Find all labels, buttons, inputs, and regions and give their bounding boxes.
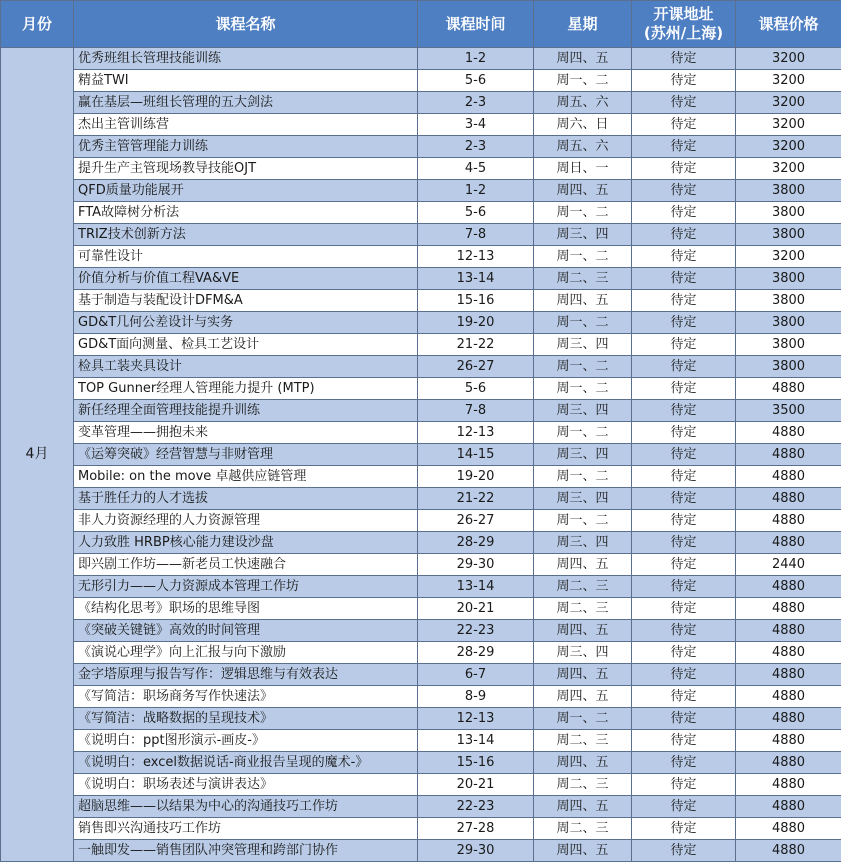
weekday-cell: 周一、二 xyxy=(534,70,632,92)
location-cell: 待定 xyxy=(632,224,736,246)
course-time-cell: 12-13 xyxy=(418,246,534,268)
location-cell: 待定 xyxy=(632,70,736,92)
price-cell: 3200 xyxy=(736,158,841,180)
price-cell: 4880 xyxy=(736,642,841,664)
table-row xyxy=(1,598,841,620)
course-name-cell: 优秀主管管理能力训练 xyxy=(74,136,418,158)
location-cell: 待定 xyxy=(632,576,736,598)
location-cell: 待定 xyxy=(632,642,736,664)
weekday-cell: 周四、五 xyxy=(534,620,632,642)
header-course-name: 课程名称 xyxy=(74,1,418,48)
table-row xyxy=(1,334,841,356)
weekday-cell: 周一、二 xyxy=(534,246,632,268)
location-cell: 待定 xyxy=(632,444,736,466)
course-name-cell: 提升生产主管现场教导技能OJT xyxy=(74,158,418,180)
course-time-cell: 22-23 xyxy=(418,620,534,642)
table-row xyxy=(1,620,841,642)
header-month: 月份 xyxy=(1,1,74,48)
price-cell: 3200 xyxy=(736,92,841,114)
price-cell: 4880 xyxy=(736,466,841,488)
weekday-cell: 周一、二 xyxy=(534,510,632,532)
price-cell: 3200 xyxy=(736,246,841,268)
table-row xyxy=(1,114,841,136)
location-cell: 待定 xyxy=(632,752,736,774)
course-name-cell: GD&T面向测量、检具工艺设计 xyxy=(74,334,418,356)
price-cell: 4880 xyxy=(736,488,841,510)
table-row xyxy=(1,400,841,422)
course-time-cell: 21-22 xyxy=(418,334,534,356)
weekday-cell: 周三、四 xyxy=(534,642,632,664)
month-cell: 4月 xyxy=(1,48,74,862)
table-row xyxy=(1,70,841,92)
price-cell: 3800 xyxy=(736,334,841,356)
course-name-cell: 无形引力——人力资源成本管理工作坊 xyxy=(74,576,418,598)
table-row xyxy=(1,554,841,576)
weekday-cell: 周三、四 xyxy=(534,444,632,466)
course-time-cell: 12-13 xyxy=(418,708,534,730)
location-cell: 待定 xyxy=(632,664,736,686)
course-time-cell: 13-14 xyxy=(418,576,534,598)
location-cell: 待定 xyxy=(632,422,736,444)
header-location-line2: (苏州/上海) xyxy=(643,24,724,42)
price-cell: 4880 xyxy=(736,796,841,818)
table-row xyxy=(1,840,841,862)
location-cell: 待定 xyxy=(632,400,736,422)
course-time-cell: 1-2 xyxy=(418,180,534,202)
weekday-cell: 周四、五 xyxy=(534,752,632,774)
course-name-cell: Mobile: on the move 卓越供应链管理 xyxy=(74,466,418,488)
course-time-cell: 22-23 xyxy=(418,796,534,818)
weekday-cell: 周日、一 xyxy=(534,158,632,180)
course-name-cell: 《结构化思考》职场的思维导图 xyxy=(74,598,418,620)
course-name-cell: 销售即兴沟通技巧工作坊 xyxy=(74,818,418,840)
course-name-cell: 优秀班组长管理技能训练 xyxy=(74,48,418,70)
course-name-cell: 非人力资源经理的人力资源管理 xyxy=(74,510,418,532)
course-time-cell: 13-14 xyxy=(418,268,534,290)
table-row xyxy=(1,686,841,708)
course-time-cell: 28-29 xyxy=(418,532,534,554)
course-name-cell: 《运筹突破》经营智慧与非财管理 xyxy=(74,444,418,466)
weekday-cell: 周四、五 xyxy=(534,48,632,70)
table-row xyxy=(1,290,841,312)
course-time-cell: 4-5 xyxy=(418,158,534,180)
course-time-cell: 5-6 xyxy=(418,70,534,92)
course-name-cell: 《说明白：excel数据说话-商业报告呈现的魔术-》 xyxy=(74,752,418,774)
course-time-cell: 21-22 xyxy=(418,488,534,510)
location-cell: 待定 xyxy=(632,158,736,180)
location-cell: 待定 xyxy=(632,488,736,510)
weekday-cell: 周二、三 xyxy=(534,774,632,796)
location-cell: 待定 xyxy=(632,532,736,554)
course-time-cell: 15-16 xyxy=(418,752,534,774)
price-cell: 4880 xyxy=(736,444,841,466)
course-time-cell: 13-14 xyxy=(418,730,534,752)
table-row xyxy=(1,664,841,686)
location-cell: 待定 xyxy=(632,268,736,290)
course-name-cell: 人力致胜 HRBP核心能力建设沙盘 xyxy=(74,532,418,554)
course-time-cell: 5-6 xyxy=(418,202,534,224)
header-price: 课程价格 xyxy=(736,1,841,48)
price-cell: 4880 xyxy=(736,598,841,620)
weekday-cell: 周一、二 xyxy=(534,356,632,378)
price-cell: 4880 xyxy=(736,576,841,598)
course-name-cell: QFD质量功能展开 xyxy=(74,180,418,202)
course-time-cell: 2-3 xyxy=(418,92,534,114)
course-name-cell: FTA故障树分析法 xyxy=(74,202,418,224)
weekday-cell: 周二、三 xyxy=(534,598,632,620)
weekday-cell: 周二、三 xyxy=(534,730,632,752)
course-time-cell: 27-28 xyxy=(418,818,534,840)
course-name-cell: 赢在基层—班组长管理的五大剑法 xyxy=(74,92,418,114)
header-weekday: 星期 xyxy=(534,1,632,48)
course-time-cell: 20-21 xyxy=(418,774,534,796)
location-cell: 待定 xyxy=(632,136,736,158)
weekday-cell: 周一、二 xyxy=(534,422,632,444)
price-cell: 3800 xyxy=(736,290,841,312)
course-time-cell: 8-9 xyxy=(418,686,534,708)
price-cell: 4880 xyxy=(736,664,841,686)
weekday-cell: 周四、五 xyxy=(534,840,632,862)
location-cell: 待定 xyxy=(632,796,736,818)
location-cell: 待定 xyxy=(632,510,736,532)
price-cell: 4880 xyxy=(736,752,841,774)
weekday-cell: 周二、三 xyxy=(534,818,632,840)
location-cell: 待定 xyxy=(632,334,736,356)
price-cell: 3800 xyxy=(736,180,841,202)
price-cell: 3200 xyxy=(736,114,841,136)
location-cell: 待定 xyxy=(632,730,736,752)
weekday-cell: 周四、五 xyxy=(534,664,632,686)
location-cell: 待定 xyxy=(632,378,736,400)
table-row xyxy=(1,444,841,466)
table-row xyxy=(1,466,841,488)
weekday-cell: 周三、四 xyxy=(534,334,632,356)
location-cell: 待定 xyxy=(632,290,736,312)
table-row xyxy=(1,730,841,752)
weekday-cell: 周三、四 xyxy=(534,224,632,246)
course-time-cell: 26-27 xyxy=(418,356,534,378)
price-cell: 4880 xyxy=(736,686,841,708)
course-time-cell: 2-3 xyxy=(418,136,534,158)
course-name-cell: 超脑思维——以结果为中心的沟通技巧工作坊 xyxy=(74,796,418,818)
location-cell: 待定 xyxy=(632,114,736,136)
course-name-cell: 检具工装夹具设计 xyxy=(74,356,418,378)
course-time-cell: 5-6 xyxy=(418,378,534,400)
table-row xyxy=(1,268,841,290)
course-name-cell: 精益TWI xyxy=(74,70,418,92)
course-time-cell: 20-21 xyxy=(418,598,534,620)
weekday-cell: 周一、二 xyxy=(534,312,632,334)
course-time-cell: 15-16 xyxy=(418,290,534,312)
course-name-cell: 变革管理——拥抱未来 xyxy=(74,422,418,444)
table-row xyxy=(1,224,841,246)
course-name-cell: 《写简洁：战略数据的呈现技术》 xyxy=(74,708,418,730)
price-cell: 3200 xyxy=(736,70,841,92)
price-cell: 3800 xyxy=(736,224,841,246)
table-row xyxy=(1,796,841,818)
table-row xyxy=(1,48,841,70)
course-name-cell: TOP Gunner经理人管理能力提升 (MTP) xyxy=(74,378,418,400)
course-name-cell: 可靠性设计 xyxy=(74,246,418,268)
weekday-cell: 周四、五 xyxy=(534,686,632,708)
course-time-cell: 26-27 xyxy=(418,510,534,532)
price-cell: 2440 xyxy=(736,554,841,576)
location-cell: 待定 xyxy=(632,598,736,620)
table-row xyxy=(1,378,841,400)
location-cell: 待定 xyxy=(632,312,736,334)
weekday-cell: 周二、三 xyxy=(534,576,632,598)
price-cell: 4880 xyxy=(736,510,841,532)
location-cell: 待定 xyxy=(632,202,736,224)
course-name-cell: 《说明白：ppt图形演示-画皮-》 xyxy=(74,730,418,752)
weekday-cell: 周四、五 xyxy=(534,554,632,576)
table-row xyxy=(1,422,841,444)
weekday-cell: 周四、五 xyxy=(534,290,632,312)
price-cell: 4880 xyxy=(736,730,841,752)
weekday-cell: 周一、二 xyxy=(534,378,632,400)
course-name-cell: 即兴剧工作坊——新老员工快速融合 xyxy=(74,554,418,576)
header-course-time: 课程时间 xyxy=(418,1,534,48)
price-cell: 4880 xyxy=(736,422,841,444)
course-time-cell: 14-15 xyxy=(418,444,534,466)
price-cell: 3500 xyxy=(736,400,841,422)
course-time-cell: 12-13 xyxy=(418,422,534,444)
location-cell: 待定 xyxy=(632,356,736,378)
course-time-cell: 3-4 xyxy=(418,114,534,136)
weekday-cell: 周五、六 xyxy=(534,92,632,114)
table-row xyxy=(1,488,841,510)
course-name-cell: 一触即发——销售团队冲突管理和跨部门协作 xyxy=(74,840,418,862)
location-cell: 待定 xyxy=(632,840,736,862)
course-name-cell: 《演说心理学》向上汇报与向下激励 xyxy=(74,642,418,664)
weekday-cell: 周一、二 xyxy=(534,466,632,488)
course-time-cell: 7-8 xyxy=(418,224,534,246)
table-row xyxy=(1,532,841,554)
course-time-cell: 19-20 xyxy=(418,466,534,488)
course-name-cell: 基于胜任力的人才选拔 xyxy=(74,488,418,510)
table-row xyxy=(1,356,841,378)
location-cell: 待定 xyxy=(632,466,736,488)
location-cell: 待定 xyxy=(632,686,736,708)
price-cell: 3800 xyxy=(736,202,841,224)
table-row xyxy=(1,180,841,202)
price-cell: 4880 xyxy=(736,378,841,400)
course-name-cell: 《突破关键链》高效的时间管理 xyxy=(74,620,418,642)
table-row xyxy=(1,818,841,840)
table-row xyxy=(1,774,841,796)
weekday-cell: 周四、五 xyxy=(534,796,632,818)
price-cell: 4880 xyxy=(736,532,841,554)
price-cell: 4880 xyxy=(736,620,841,642)
price-cell: 4880 xyxy=(736,774,841,796)
table-row xyxy=(1,642,841,664)
course-time-cell: 7-8 xyxy=(418,400,534,422)
weekday-cell: 周三、四 xyxy=(534,400,632,422)
course-name-cell: 杰出主管训练营 xyxy=(74,114,418,136)
weekday-cell: 周一、二 xyxy=(534,202,632,224)
location-cell: 待定 xyxy=(632,774,736,796)
table-row xyxy=(1,312,841,334)
weekday-cell: 周一、二 xyxy=(534,708,632,730)
location-cell: 待定 xyxy=(632,620,736,642)
weekday-cell: 周二、三 xyxy=(534,268,632,290)
header-row xyxy=(1,1,841,48)
table-body xyxy=(1,48,841,862)
course-name-cell: 金字塔原理与报告写作：逻辑思维与有效表达 xyxy=(74,664,418,686)
course-name-cell: 价值分析与价值工程VA&VE xyxy=(74,268,418,290)
header-location xyxy=(632,1,736,48)
location-cell: 待定 xyxy=(632,818,736,840)
course-time-cell: 1-2 xyxy=(418,48,534,70)
table-row xyxy=(1,92,841,114)
price-cell: 3200 xyxy=(736,48,841,70)
table-row xyxy=(1,246,841,268)
price-cell: 3800 xyxy=(736,268,841,290)
weekday-cell: 周四、五 xyxy=(534,180,632,202)
course-name-cell: GD&T几何公差设计与实务 xyxy=(74,312,418,334)
weekday-cell: 周五、六 xyxy=(534,136,632,158)
course-time-cell: 29-30 xyxy=(418,554,534,576)
table-row xyxy=(1,576,841,598)
location-cell: 待定 xyxy=(632,708,736,730)
course-time-cell: 28-29 xyxy=(418,642,534,664)
location-cell: 待定 xyxy=(632,180,736,202)
weekday-cell: 周三、四 xyxy=(534,488,632,510)
table-row xyxy=(1,136,841,158)
course-name-cell: 《写简洁：职场商务写作快速法》 xyxy=(74,686,418,708)
price-cell: 3800 xyxy=(736,312,841,334)
table-row xyxy=(1,202,841,224)
price-cell: 4880 xyxy=(736,708,841,730)
table-row xyxy=(1,708,841,730)
course-time-cell: 29-30 xyxy=(418,840,534,862)
location-cell: 待定 xyxy=(632,554,736,576)
table-row xyxy=(1,752,841,774)
price-cell: 3200 xyxy=(736,136,841,158)
location-cell: 待定 xyxy=(632,92,736,114)
location-cell: 待定 xyxy=(632,246,736,268)
header-location-line1: 开课地址 xyxy=(653,5,714,23)
course-name-cell: TRIZ技术创新方法 xyxy=(74,224,418,246)
course-name-cell: 新任经理全面管理技能提升训练 xyxy=(74,400,418,422)
price-cell: 4880 xyxy=(736,818,841,840)
course-name-cell: 《说明白：职场表述与演讲表达》 xyxy=(74,774,418,796)
weekday-cell: 周六、日 xyxy=(534,114,632,136)
table-row xyxy=(1,158,841,180)
course-time-cell: 6-7 xyxy=(418,664,534,686)
price-cell: 3800 xyxy=(736,356,841,378)
course-name-cell: 基于制造与装配设计DFM&A xyxy=(74,290,418,312)
table-row xyxy=(1,510,841,532)
location-cell: 待定 xyxy=(632,48,736,70)
price-cell: 4880 xyxy=(736,840,841,862)
course-time-cell: 19-20 xyxy=(418,312,534,334)
weekday-cell: 周三、四 xyxy=(534,532,632,554)
